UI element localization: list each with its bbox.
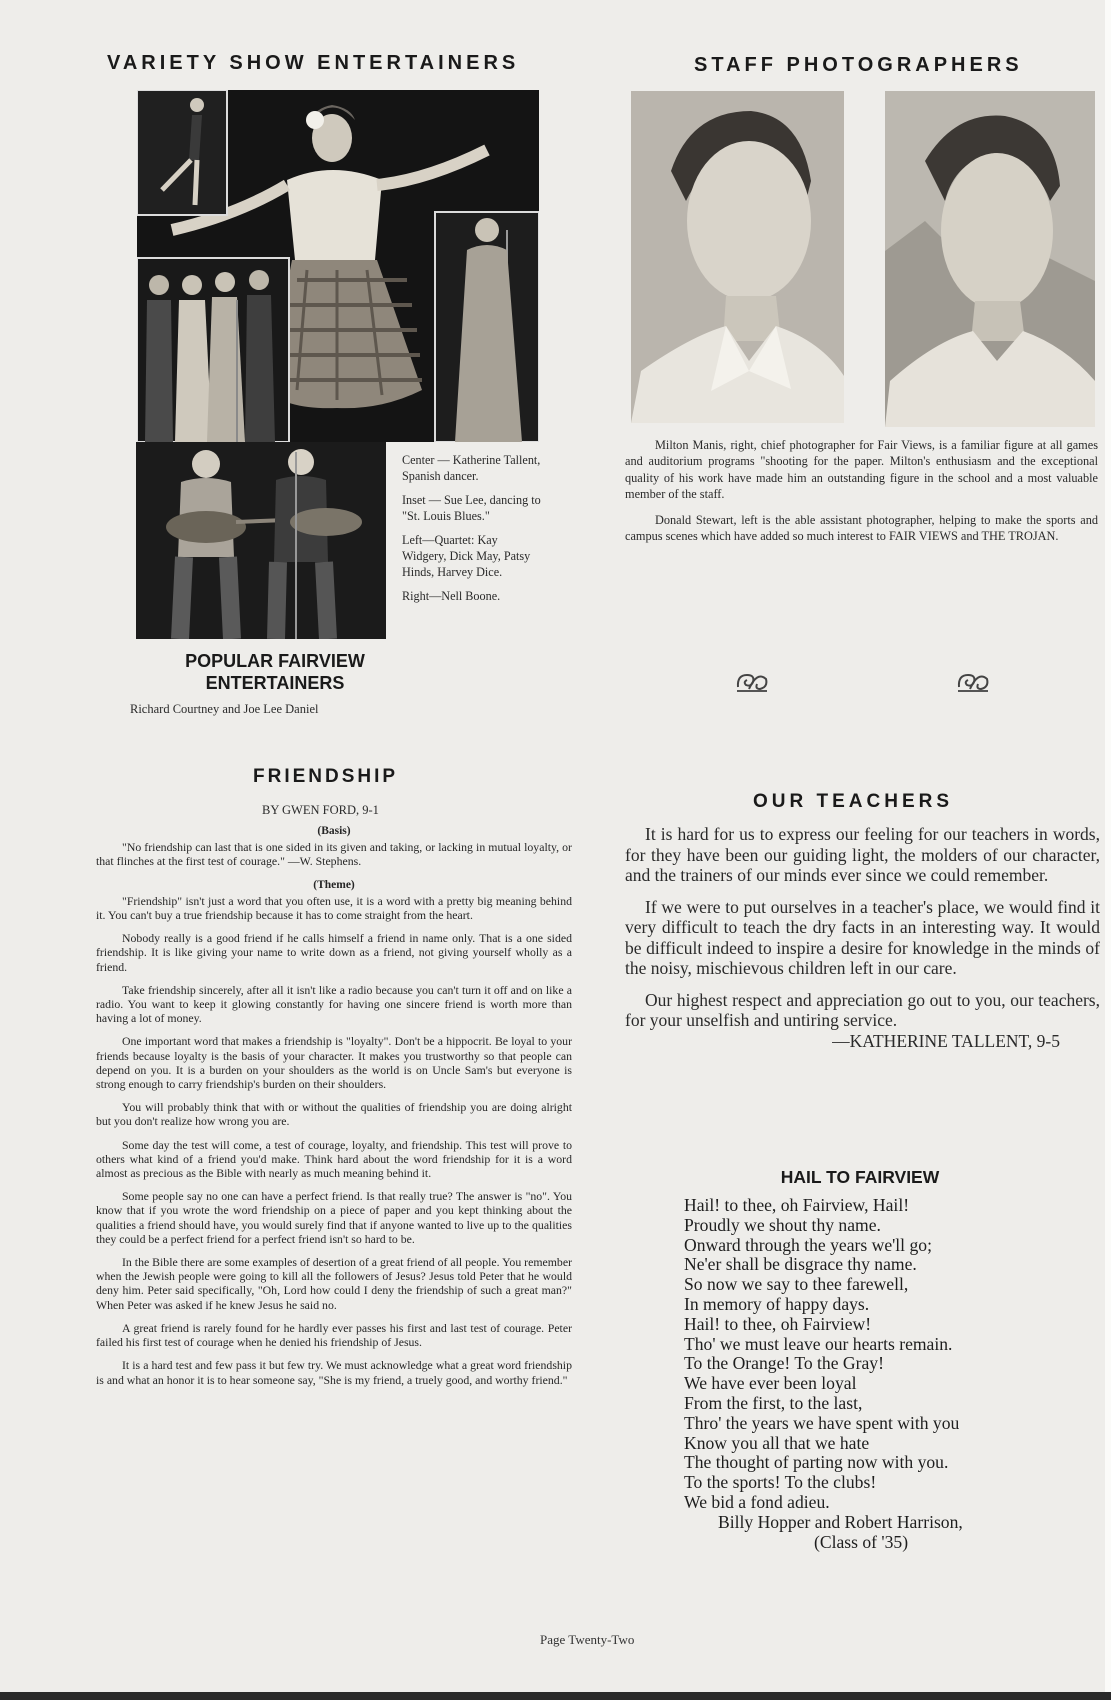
friendship-article [96, 824, 572, 1396]
teachers-signature: —KATHERINE TALLENT, 9-5 [832, 1030, 1060, 1051]
poem-line: We bid a fond adieu. [684, 1491, 830, 1512]
staff-caption-manis: Milton Manis, right, chief photographer for Fair Views, is a familiar figure at all games and auditorium programs "shooting for the paper. Milton's enthusiasm and the exceptional quality of his work have made him an outstanding figure in the school and a most valuable member of the staff. [625, 438, 1098, 501]
poem-line: Proudly we shout thy name. [684, 1214, 881, 1235]
friendship-paragraph: You will probably think that with or without the qualities of friendship you are doing alright but you don't realize how wrong you are. [96, 1100, 572, 1129]
poem-line: So now we say to thee farewell, [684, 1274, 909, 1295]
friendship-byline: BY GWEN FORD, 9-1 [262, 803, 379, 817]
theme-label: (Theme) [313, 878, 355, 891]
poem-line: Onward through the years we'll go; [684, 1234, 932, 1255]
variety-caption [402, 452, 542, 612]
popular-entertainers-names: Richard Courtney and Joe Lee Daniel [130, 702, 319, 716]
poem-class: (Class of '35) [814, 1531, 909, 1552]
friendship-paragraph: A great friend is rarely found for he hardly ever passes his first and last test of courage. Peter failed his first test of courage when he denied his friendship of Jesus. [96, 1320, 572, 1350]
poem-line: Hail! to thee, oh Fairview, Hail! [684, 1195, 910, 1215]
poem-line: Know you all that we hate [684, 1432, 870, 1453]
poem-line: Tho' we must leave our hearts remain. [684, 1333, 953, 1354]
poem-line: In memory of happy days. [684, 1293, 870, 1314]
popular-entertainers-photo [136, 442, 386, 639]
page-edge [1105, 0, 1111, 1700]
friendship-paragraph: Some day the test will come, a test of courage, loyalty, and friendship. This test will prove to others what kind of a friend you'd make. Think hard about the word friendship for it is a word almost as precious as the Bible with nearly as much meaning behind it. [96, 1137, 572, 1181]
teachers-title: OUR TEACHERS [753, 791, 954, 812]
hail-poem [684, 1196, 1094, 1552]
caption-right: Right—Nell Boone. [402, 589, 501, 603]
poem-line: We have ever been loyal [684, 1373, 857, 1394]
friendship-paragraph: It is a hard test and few pass it but few try. We must acknowledge what a great word friendship is and what an honor it is to hear someone say, "She is my friend, a truely good, and worthy friend." [96, 1358, 572, 1387]
friendship-paragraph: Some people say no one can have a perfect friend. Is that really true? The answer is "no". You know that if you wrote the word friendship on a piece of paper and you kept thinking about the qualities a friend should have, you would surely find that if anyone wanted to live up to the qualities they could be a perfect friend for a perfect friend isn't so hard to be. [96, 1189, 572, 1246]
caption-center: Center — Katherine Tallent, Spanish dancer. [402, 453, 541, 483]
page-number: Page Twenty-Two [540, 1632, 635, 1647]
poem-line: Ne'er shall be disgrace thy name. [684, 1254, 917, 1275]
teachers-paragraph: Our highest respect and appreciation go out to you, our teachers, for your unselfish and untiring service. [625, 989, 1100, 1030]
staff-caption [625, 437, 1098, 553]
page-bottom-edge [0, 1692, 1111, 1700]
variety-collage-photo [137, 90, 539, 442]
popular-entertainers-title [130, 650, 420, 694]
photographer-right-photo [885, 91, 1095, 427]
friendship-paragraph: One important word that makes a friendship is "loyalty". Don't be a hippocrit. Be loyal to your friends because loyalty is the basis of your character. It makes you trustworthy so that people can depend on you. It is a burden on your shoulders as the world is on Uncle Sam's but everyone is strong enough to carry friendship's burden on their shoulders. [96, 1034, 572, 1092]
friendship-title: FRIENDSHIP [253, 766, 399, 787]
friendship-paragraph: Take friendship sincerely, after all it isn't like a radio because you can't turn it off and on like a radio. You want to keep it glowing constantly for having one sincere friend is worth more than having a lot of money. [96, 982, 572, 1026]
poem-line: To the sports! To the clubs! [684, 1472, 877, 1493]
friendship-paragraph: "Friendship" isn't just a word that you often use, it is a word with a pretty big meaning behind it. You can't buy a true friendship because it has to come straight from the heart. [96, 893, 572, 923]
hail-title: HAIL TO FAIRVIEW [780, 1167, 940, 1187]
poem-line: To the Orange! To the Gray! [684, 1353, 884, 1374]
ornament-icon [735, 667, 769, 695]
basis-label: (Basis) [317, 825, 351, 837]
teachers-paragraph: If we were to put ourselves in a teacher's place, we would find it very difficult to teach the dry facts in an interesting way. It would be difficult indeed to inspire a desire for knowledge in the minds of the noisy, mischievous children left in our care. [625, 896, 1100, 978]
popular-title-line2: ENTERTAINERS [205, 673, 345, 693]
variety-title: VARIETY SHOW ENTERTAINERS [107, 52, 520, 74]
poem-line: Thro' the years we have spent with you [684, 1412, 960, 1433]
poem-authors: Billy Hopper and Robert Harrison, [718, 1511, 963, 1532]
staff-title: STAFF PHOTOGRAPHERS [694, 54, 1023, 76]
caption-inset: Inset — Sue Lee, dancing to "St. Louis Blues." [402, 493, 541, 523]
popular-title-line1: POPULAR FAIRVIEW [185, 651, 365, 671]
photographer-left-photo [631, 91, 844, 423]
basis-text: "No friendship can last that is one sided in its given and taking, or lacking in mutual loyalty, or that flinches at the first test of courage." —W. Stephens. [96, 840, 572, 869]
friendship-paragraph: In the Bible there are some examples of desertion of a great friend of all people. You remember when the Jewish people were going to kill all the followers of Jesus? Jesus told Peter that he would deny him. Peter said specifically, "Oh, Lord how could I deny the friendship of such a great man?" When Peter was asked if he knew Jesus he said no. [96, 1255, 572, 1312]
caption-left: Left—Quartet: Kay Widgery, Dick May, Patsy Hinds, Harvey Dice. [402, 533, 531, 579]
poem-line: From the first, to the last, [684, 1392, 863, 1413]
friendship-paragraph: Nobody really is a good friend if he calls himself a friend in name only. That is a one sided friendship. It is like giving your name to write down as a friend, not giving yourself wholly as a friend. [96, 931, 572, 974]
poem-line: The thought of parting now with you. [684, 1452, 949, 1473]
staff-caption-stewart: Donald Stewart, left is the able assistant photographer, helping to make the sports and campus scenes which have added so much interest to FAIR VIEWS and THE TROJAN. [625, 513, 1098, 544]
poem-line: Hail! to thee, oh Fairview! [684, 1313, 872, 1334]
teachers-article [625, 824, 1100, 1051]
ornament-icon [956, 667, 990, 695]
teachers-paragraph: It is hard for us to express our feeling for our teachers in words, for they have been our guiding light, the molders of our character, and the trainers of our minds ever since we could remember. [625, 824, 1100, 885]
